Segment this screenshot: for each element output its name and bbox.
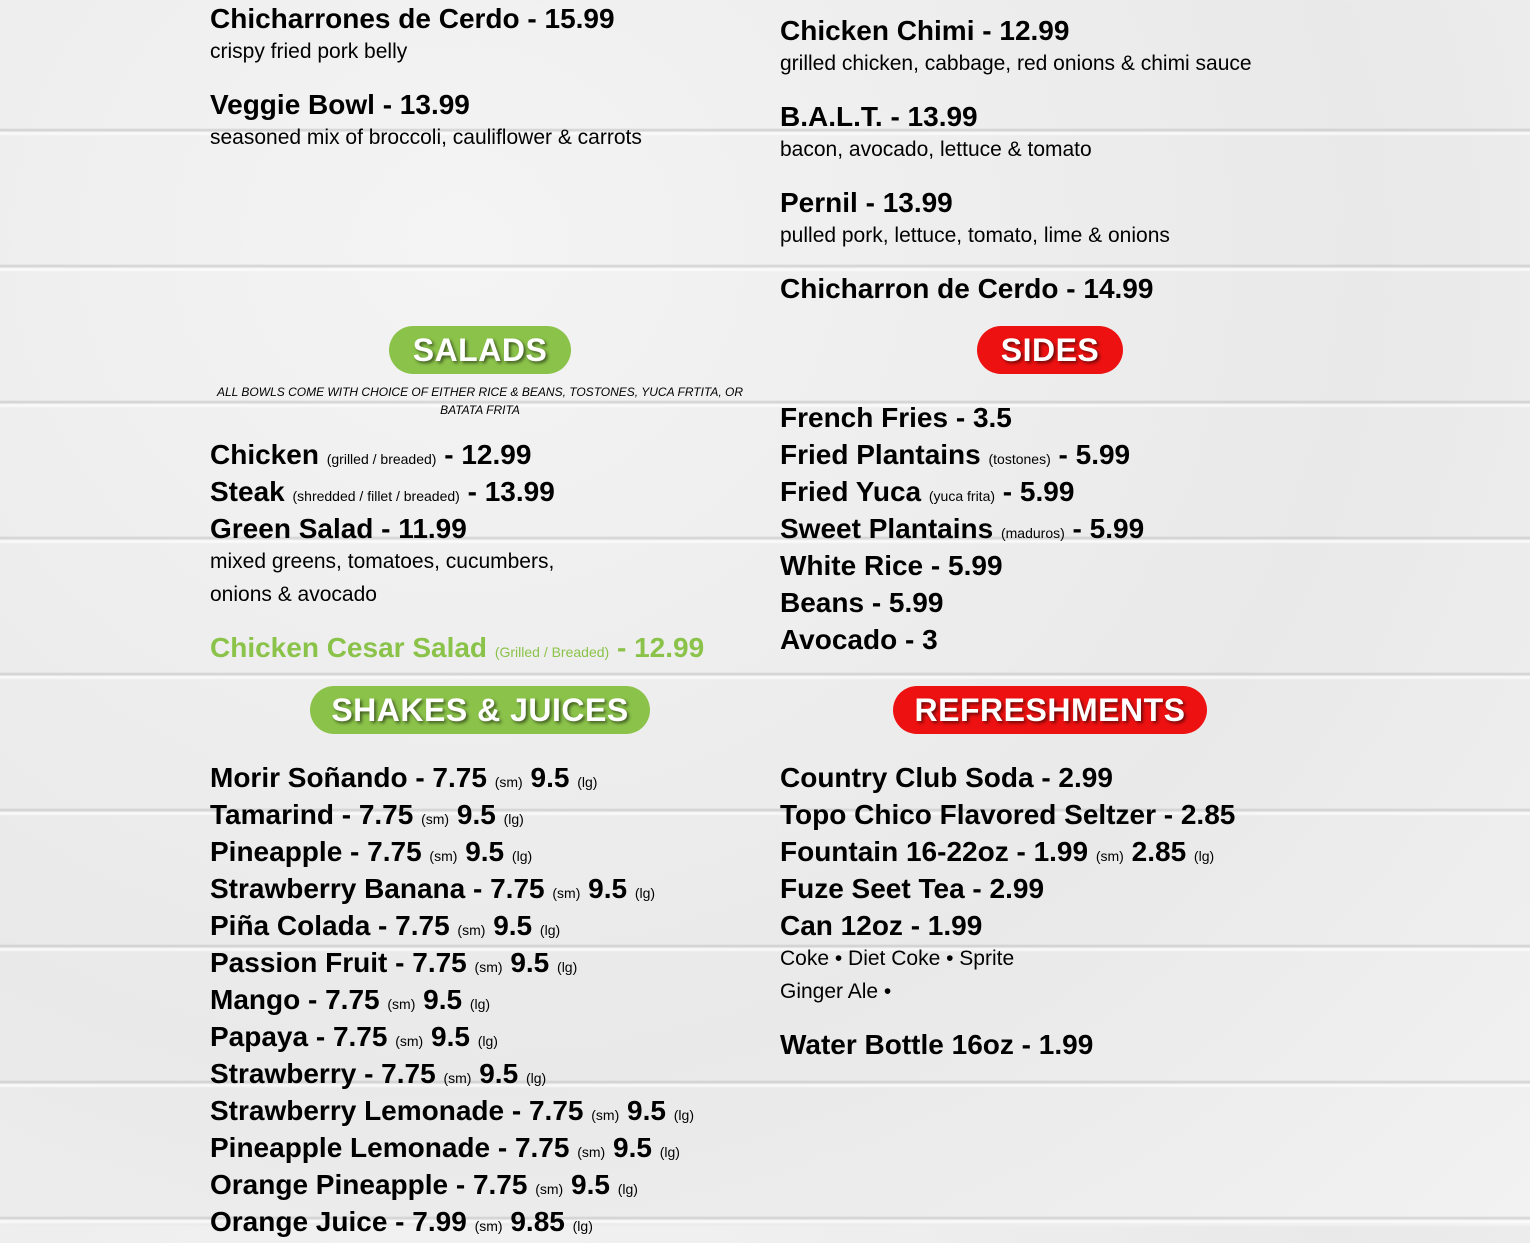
item-name: Morir Soñando - 7.75 bbox=[210, 762, 487, 793]
item-price: - 13.99 bbox=[467, 476, 555, 507]
item-name: Strawberry Lemonade - 7.75 bbox=[210, 1095, 584, 1126]
menu-item bbox=[780, 1028, 1093, 1061]
item-name: Papaya - 7.75 bbox=[210, 1021, 388, 1052]
menu-item bbox=[210, 1168, 638, 1206]
item-name: Topo Chico Flavored Seltzer - 2.85 bbox=[780, 799, 1236, 830]
menu-item-desc: crispy fried pork belly bbox=[210, 40, 408, 63]
menu-item-title: Chicken Chimi - 12.99 bbox=[780, 15, 1070, 46]
item-price: 9.5 bbox=[456, 799, 496, 830]
menu-item bbox=[780, 512, 1144, 550]
item-name: Water Bottle 16oz - 1.99 bbox=[780, 1029, 1094, 1060]
item-size: (sm) bbox=[535, 1181, 564, 1197]
item-size: (lg) bbox=[572, 1218, 593, 1234]
item-name: Chicken bbox=[210, 439, 319, 470]
item-note: (yuca frita) bbox=[928, 488, 996, 504]
menu-item-title: Green Salad - 11.99 bbox=[210, 513, 467, 544]
menu-item bbox=[210, 1205, 593, 1243]
item-name: White Rice - 5.99 bbox=[780, 550, 1003, 581]
item-name: Orange Juice - 7.99 bbox=[210, 1206, 467, 1237]
menu-item bbox=[780, 761, 1113, 794]
menu-item bbox=[210, 798, 524, 836]
item-size: (lg) bbox=[617, 1181, 638, 1197]
item-size: (lg) bbox=[557, 959, 578, 975]
item-price: 9.85 bbox=[510, 1206, 565, 1237]
item-price: 9.5 bbox=[465, 836, 505, 867]
item-size: (sm) bbox=[429, 848, 458, 864]
menu-item-title: B.A.L.T. - 13.99 bbox=[780, 101, 978, 132]
item-name: Mango - 7.75 bbox=[210, 984, 380, 1015]
item-name: Chicken Cesar Salad bbox=[210, 632, 488, 663]
item-price: 9.5 bbox=[493, 910, 533, 941]
item-size: (lg) bbox=[539, 922, 561, 938]
menu-item bbox=[780, 401, 1012, 434]
item-size: (sm) bbox=[443, 1070, 472, 1086]
item-size: (lg) bbox=[511, 848, 533, 864]
menu-item bbox=[780, 549, 1003, 582]
item-name: Avocado - 3 bbox=[780, 624, 938, 655]
menu-item bbox=[210, 909, 560, 947]
item-size: (lg) bbox=[1193, 848, 1215, 864]
menu-item bbox=[210, 983, 490, 1021]
item-name: Country Club Soda - 2.99 bbox=[780, 762, 1113, 793]
menu-item bbox=[210, 438, 531, 476]
section-heading-salads: SALADS bbox=[389, 326, 571, 374]
item-name: Fried Plantains bbox=[780, 439, 981, 470]
salads-note-line: BATATA FRITA bbox=[440, 403, 520, 417]
menu-item bbox=[780, 475, 1074, 513]
menu-item-title: Pernil - 13.99 bbox=[780, 187, 953, 218]
item-name: Pineapple Lemonade - 7.75 bbox=[210, 1132, 570, 1163]
item-size: (sm) bbox=[494, 774, 523, 790]
item-size: (sm) bbox=[474, 959, 503, 975]
menu-item bbox=[210, 761, 597, 799]
menu-item bbox=[210, 1131, 680, 1169]
item-name: Pineapple - 7.75 bbox=[210, 836, 422, 867]
item-size: (lg) bbox=[503, 811, 524, 827]
menu-item bbox=[780, 872, 1044, 905]
item-price: 9.5 bbox=[613, 1132, 652, 1163]
menu-item bbox=[210, 872, 655, 910]
item-name: Fuze Seet Tea - 2.99 bbox=[780, 873, 1045, 904]
section-heading-shakes: SHAKES & JUICES bbox=[310, 686, 650, 734]
item-price: 2.85 bbox=[1131, 836, 1187, 867]
item-name: Beans - 5.99 bbox=[780, 587, 944, 618]
menu-item bbox=[210, 1094, 694, 1132]
item-name: Tamarind - 7.75 bbox=[210, 799, 414, 830]
section-heading-sides: SIDES bbox=[977, 326, 1123, 374]
item-size: (sm) bbox=[552, 885, 581, 901]
item-size: (lg) bbox=[577, 774, 598, 790]
menu-item-desc: onions & avocado bbox=[210, 583, 377, 606]
salads-note bbox=[210, 383, 750, 419]
item-name: Passion Fruit - 7.75 bbox=[210, 947, 467, 978]
section-heading-refreshments: REFRESHMENTS bbox=[893, 686, 1207, 734]
item-name: Strawberry - 7.75 bbox=[210, 1058, 436, 1089]
item-price: - 12.99 bbox=[616, 632, 705, 663]
menu-item-desc: pulled pork, lettuce, tomato, lime & onions bbox=[780, 224, 1170, 247]
item-name: French Fries - 3.5 bbox=[780, 402, 1012, 433]
menu-item bbox=[780, 586, 943, 619]
item-note: (shredded / fillet / breaded) bbox=[292, 488, 460, 504]
menu-item-featured bbox=[210, 631, 704, 669]
item-name: Can 12oz - 1.99 bbox=[780, 910, 983, 941]
item-price: - 12.99 bbox=[444, 439, 532, 470]
item-size: (sm) bbox=[387, 996, 416, 1012]
item-size: (lg) bbox=[673, 1107, 694, 1123]
menu-item bbox=[210, 1020, 498, 1058]
item-price: 9.5 bbox=[510, 947, 550, 978]
menu-item-desc: bacon, avocado, lettuce & tomato bbox=[780, 138, 1092, 161]
item-size: (sm) bbox=[577, 1144, 606, 1160]
item-size: (lg) bbox=[477, 1033, 498, 1049]
menu-item bbox=[210, 475, 555, 513]
menu-item-title: Chicharrones de Cerdo - 15.99 bbox=[210, 3, 615, 34]
menu-item-desc: mixed greens, tomatoes, cucumbers, bbox=[210, 550, 555, 573]
item-size: (lg) bbox=[525, 1070, 547, 1086]
item-note: (maduros) bbox=[1000, 525, 1065, 541]
menu-item bbox=[780, 798, 1235, 831]
item-price: - 5.99 bbox=[1002, 476, 1075, 507]
item-size: (sm) bbox=[1095, 848, 1124, 864]
item-price: 9.5 bbox=[627, 1095, 666, 1126]
item-name: Steak bbox=[210, 476, 285, 507]
item-size: (sm) bbox=[474, 1218, 503, 1234]
item-name: Fountain 16-22oz - 1.99 bbox=[780, 836, 1089, 867]
item-name: Sweet Plantains bbox=[780, 513, 994, 544]
menu-item-desc: seasoned mix of broccoli, cauliflower & carrots bbox=[210, 126, 642, 149]
item-note: (tostones) bbox=[988, 451, 1051, 467]
item-name: Strawberry Banana - 7.75 bbox=[210, 873, 545, 904]
menu-item-desc: Ginger Ale • bbox=[780, 980, 892, 1003]
item-note: (grilled / breaded) bbox=[326, 451, 437, 467]
menu-item-desc: Coke • Diet Coke • Sprite bbox=[780, 947, 1015, 970]
menu-item bbox=[210, 835, 532, 873]
menu-item-desc: grilled chicken, cabbage, red onions & chimi sauce bbox=[780, 52, 1252, 75]
salads-note-line: ALL BOWLS COME WITH CHOICE OF EITHER RICE & BEANS, TOSTONES, YUCA FRTITA, OR bbox=[216, 385, 744, 399]
item-note: (Grilled / Breaded) bbox=[494, 644, 610, 660]
menu-item-title: Veggie Bowl - 13.99 bbox=[210, 89, 470, 120]
item-price: 9.5 bbox=[530, 762, 570, 793]
item-price: 9.5 bbox=[479, 1058, 519, 1089]
item-price: 9.5 bbox=[571, 1169, 610, 1200]
item-size: (sm) bbox=[457, 922, 486, 938]
item-price: - 5.99 bbox=[1072, 513, 1145, 544]
item-name: Piña Colada - 7.75 bbox=[210, 910, 450, 941]
item-size: (sm) bbox=[395, 1033, 424, 1049]
item-price: 9.5 bbox=[423, 984, 463, 1015]
menu-item bbox=[780, 623, 938, 656]
item-size: (sm) bbox=[421, 811, 450, 827]
item-price: 9.5 bbox=[588, 873, 628, 904]
menu-item bbox=[780, 909, 982, 942]
menu-item bbox=[210, 1057, 546, 1095]
menu-item-title: Chicharron de Cerdo - 14.99 bbox=[780, 273, 1154, 304]
menu-item bbox=[210, 946, 577, 984]
item-size: (sm) bbox=[591, 1107, 620, 1123]
item-name: Orange Pineapple - 7.75 bbox=[210, 1169, 528, 1200]
item-size: (lg) bbox=[659, 1144, 680, 1160]
item-price: - 5.99 bbox=[1058, 439, 1131, 470]
menu-item bbox=[780, 835, 1214, 873]
item-price: 9.5 bbox=[431, 1021, 470, 1052]
item-name: Fried Yuca bbox=[780, 476, 922, 507]
item-size: (lg) bbox=[469, 996, 491, 1012]
item-size: (lg) bbox=[634, 885, 656, 901]
menu-item bbox=[780, 438, 1130, 476]
